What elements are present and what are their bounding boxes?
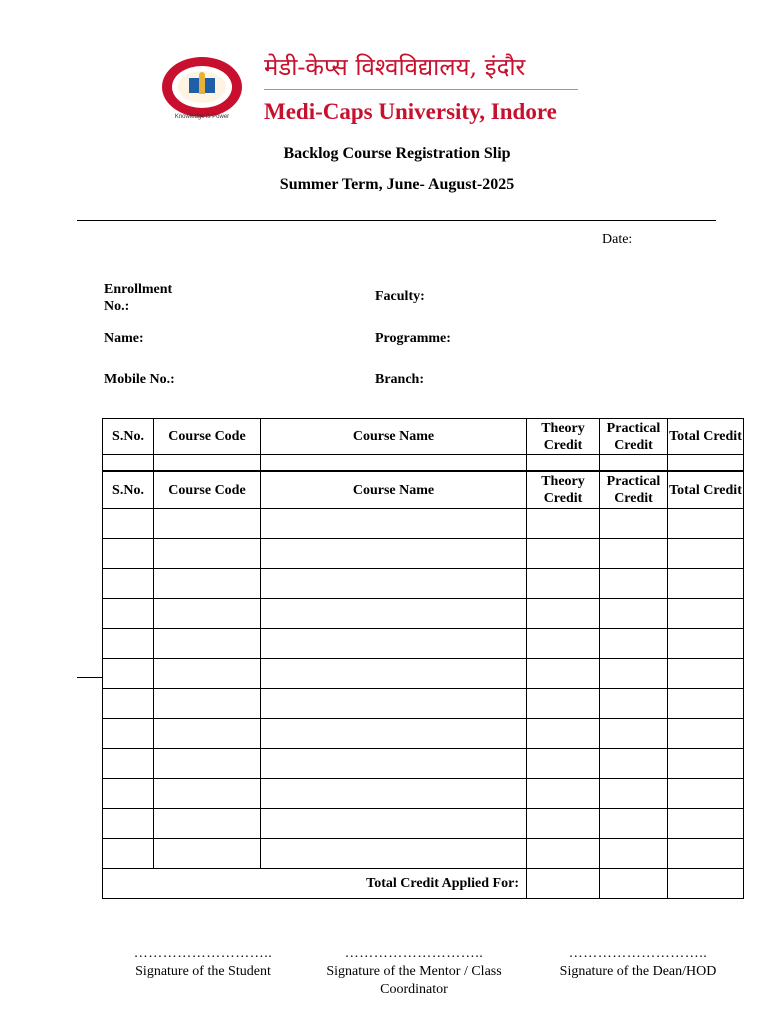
cell[interactable]: [600, 599, 668, 629]
cell[interactable]: [527, 569, 600, 599]
header-theory-credit: Theory Credit: [527, 472, 600, 509]
separator-line: [77, 220, 716, 221]
header-sno: S.No.: [103, 472, 154, 509]
cell[interactable]: [103, 839, 154, 869]
university-name-english: Medi-Caps University, Indore: [264, 99, 557, 124]
cell[interactable]: [103, 659, 154, 689]
header-practical-credit: Practical Credit: [600, 472, 668, 509]
cell[interactable]: [600, 539, 668, 569]
slip-title: Backlog Course Registration Slip: [283, 145, 511, 162]
cell[interactable]: [527, 779, 600, 809]
table-row: [103, 569, 744, 599]
cell[interactable]: [261, 809, 527, 839]
signature-dots: ………………………..: [568, 946, 708, 961]
signature-mentor: [314, 945, 514, 999]
cell[interactable]: [154, 779, 261, 809]
cell[interactable]: [600, 629, 668, 659]
cell[interactable]: [527, 659, 600, 689]
cell[interactable]: [600, 689, 668, 719]
cell[interactable]: [668, 689, 744, 719]
cell[interactable]: [668, 839, 744, 869]
cell[interactable]: [103, 569, 154, 599]
cell[interactable]: [600, 569, 668, 599]
cell[interactable]: [527, 749, 600, 779]
cell[interactable]: [261, 839, 527, 869]
cell[interactable]: [154, 569, 261, 599]
table-row: [103, 689, 744, 719]
cell[interactable]: [668, 539, 744, 569]
table-row: [103, 629, 744, 659]
cell[interactable]: [103, 719, 154, 749]
cell[interactable]: [527, 839, 600, 869]
cell[interactable]: [668, 455, 744, 471]
table-row: [103, 719, 744, 749]
cell[interactable]: [103, 689, 154, 719]
enrollment-label: Enrollment No.:: [104, 282, 173, 314]
term-heading: Summer Term, June- August-2025: [279, 176, 515, 193]
signature-dean: [538, 945, 738, 981]
table-row: [103, 779, 744, 809]
cell[interactable]: [154, 749, 261, 779]
signature-label: Signature of the Student: [135, 964, 271, 979]
cell[interactable]: [154, 599, 261, 629]
cell[interactable]: [527, 629, 600, 659]
header-rule: [264, 89, 578, 90]
cell[interactable]: [103, 539, 154, 569]
table-row: [103, 509, 744, 539]
cell[interactable]: [154, 719, 261, 749]
cell[interactable]: [668, 629, 744, 659]
header-course-name: Course Name: [261, 419, 527, 455]
cell[interactable]: [154, 659, 261, 689]
cell[interactable]: [600, 839, 668, 869]
cell[interactable]: [261, 779, 527, 809]
cell[interactable]: [261, 539, 527, 569]
cell[interactable]: [103, 629, 154, 659]
table-row: [103, 839, 744, 869]
header-course-code: Course Code: [154, 419, 261, 455]
header-course-name: Course Name: [261, 472, 527, 509]
cell[interactable]: [668, 509, 744, 539]
cell[interactable]: [527, 719, 600, 749]
cell[interactable]: [261, 629, 527, 659]
faculty-label: Faculty:: [375, 289, 425, 304]
table-row: [103, 455, 744, 471]
cell[interactable]: [154, 629, 261, 659]
signature-dots: ………………………..: [133, 946, 273, 961]
cell[interactable]: [527, 689, 600, 719]
mobile-label: Mobile No.:: [104, 372, 175, 387]
total-cell[interactable]: [668, 869, 744, 899]
table-row: [103, 599, 744, 629]
cell[interactable]: [103, 455, 154, 471]
logo-tagline: Knowledge is Power: [174, 114, 230, 120]
cell[interactable]: [600, 659, 668, 689]
signature-label: Signature of the Mentor / Class Coordinator: [326, 964, 502, 997]
cell[interactable]: [527, 539, 600, 569]
table-row: [103, 659, 744, 689]
cell[interactable]: [103, 509, 154, 539]
name-label: Name:: [104, 331, 144, 346]
signature-student: [103, 945, 303, 981]
cell[interactable]: [154, 809, 261, 839]
table-row: [103, 809, 744, 839]
cell[interactable]: [154, 509, 261, 539]
cell[interactable]: [261, 719, 527, 749]
cell[interactable]: [527, 809, 600, 839]
cell[interactable]: [103, 809, 154, 839]
cell[interactable]: [668, 749, 744, 779]
header-course-code: Course Code: [154, 472, 261, 509]
programme-label: Programme:: [375, 331, 451, 346]
cell[interactable]: [261, 599, 527, 629]
cell[interactable]: [261, 689, 527, 719]
table-row: [103, 749, 744, 779]
cell[interactable]: [261, 749, 527, 779]
cell[interactable]: [261, 509, 527, 539]
signature-label: Signature of the Dean/HOD: [559, 964, 717, 979]
cell[interactable]: [600, 509, 668, 539]
cell[interactable]: [154, 689, 261, 719]
cell[interactable]: [668, 659, 744, 689]
cell[interactable]: [600, 455, 668, 471]
table-header-row: [103, 472, 744, 509]
header-practical-credit: Practical Credit: [600, 419, 668, 455]
total-credit-label: Total Credit Applied For:: [103, 869, 527, 899]
cell[interactable]: [103, 599, 154, 629]
header-total-credit: Total Credit: [668, 472, 744, 509]
cell[interactable]: [527, 455, 600, 471]
header-theory-credit: Theory Credit: [527, 419, 600, 455]
total-cell[interactable]: [527, 869, 600, 899]
cell[interactable]: [261, 455, 527, 471]
cell[interactable]: [600, 809, 668, 839]
cell[interactable]: [668, 569, 744, 599]
cell[interactable]: [668, 779, 744, 809]
cell[interactable]: [261, 659, 527, 689]
total-cell[interactable]: [600, 869, 668, 899]
cell[interactable]: [527, 509, 600, 539]
cell[interactable]: [154, 455, 261, 471]
cell[interactable]: [600, 749, 668, 779]
header-total-credit: Total Credit: [668, 419, 744, 455]
table-row: [103, 539, 744, 569]
cell[interactable]: [668, 809, 744, 839]
course-table-main: [102, 471, 744, 899]
margin-dash: [77, 677, 103, 678]
cell[interactable]: [261, 569, 527, 599]
cell[interactable]: [668, 719, 744, 749]
date-label: Date:: [602, 232, 633, 247]
header-sno: S.No.: [103, 419, 154, 455]
course-table-top: [102, 418, 744, 471]
cell[interactable]: [154, 839, 261, 869]
university-name-hindi: मेडी-केप्स विश्वविद्यालय, इंदौर: [264, 53, 526, 81]
cell[interactable]: [668, 599, 744, 629]
total-row: [103, 869, 744, 899]
signature-dots: ………………………..: [344, 946, 484, 961]
branch-label: Branch:: [375, 372, 424, 387]
cell[interactable]: [103, 779, 154, 809]
cell[interactable]: [154, 539, 261, 569]
cell[interactable]: [527, 599, 600, 629]
cell[interactable]: [600, 719, 668, 749]
cell[interactable]: [103, 749, 154, 779]
cell[interactable]: [600, 779, 668, 809]
table-header-row: [103, 419, 744, 455]
university-logo: [158, 54, 246, 124]
